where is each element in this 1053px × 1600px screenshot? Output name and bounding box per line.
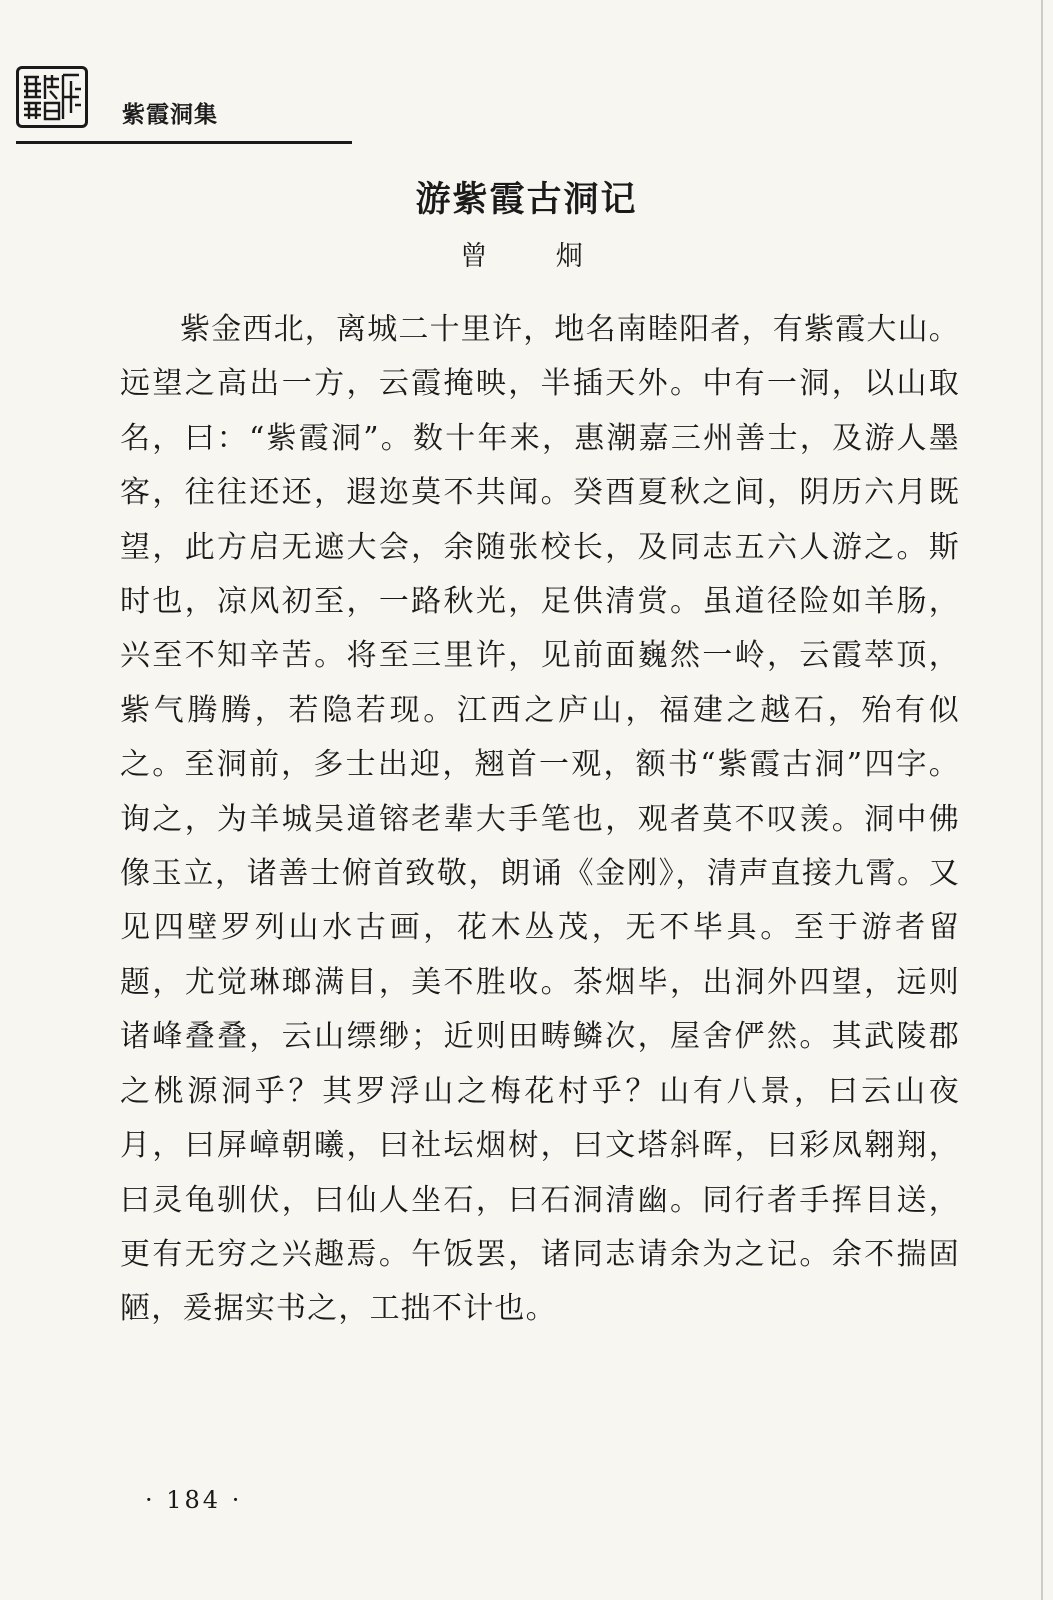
article-title: 游紫霞古洞记: [415, 179, 638, 220]
page-number: · 184 ·: [145, 1486, 243, 1514]
seal-stamp-icon: [16, 66, 88, 128]
article-author: 曾 炯: [460, 241, 613, 272]
page-edge-line: [1041, 0, 1043, 1600]
running-head-title: 紫霞洞集: [122, 102, 218, 128]
header-rule: [16, 141, 352, 144]
article-body: 紫金西北，离城二十里许，地名南睦阳者，有紫霞大山。远望之高出一方，云霞掩映，半插天外。中有一洞，以山取名，曰：“紫霞洞”。数十年来，惠潮嘉三州善士，及游人墨客，往往还还，遐迩莫不共闻。癸酉夏秋之间，阴历六月既望，此方启无遮大会，余随张校长，及同志五六人游之。斯时也，凉风初至，一路秋光，足供清赏。虽道径险如羊肠，兴至不知辛苦。将至三里许，见前面巍然一岭，云霞萃顶，紫气腾腾，若隐若现。江西之庐山，福建之越石，殆有似之。至洞前，多士出迎，翘首一观，额书“紫霞古洞”四字。询之，为羊城吴道镕老辈大手笔也，观者莫不叹羡。洞中佛像玉立，诸善士俯首致敬，朗诵《金刚》，清声直接九霄。又见四壁罗列山水古画，花木丛茂，无不毕具。至于游者留题，尤觉琳瑯满目，美不胜收。茶烟毕，出洞外四望，远则诸峰叠叠，云山缥缈；近则田畴鳞次，屋舍俨然。其武陵郡之桃源洞乎？其罗浮山之梅花村乎？山有八景，曰云山夜月，曰屏嶂朝曦，曰社坛烟树，曰文塔斜晖，曰彩凤翱翔，曰灵龟驯伏，曰仙人坐石，曰石洞清幽。同行者手挥目送，更有无穷之兴趣焉。午饭罢，诸同志请余为之记。余不揣固陋，爰据实书之，工拙不计也。: [120, 312, 960, 1327]
